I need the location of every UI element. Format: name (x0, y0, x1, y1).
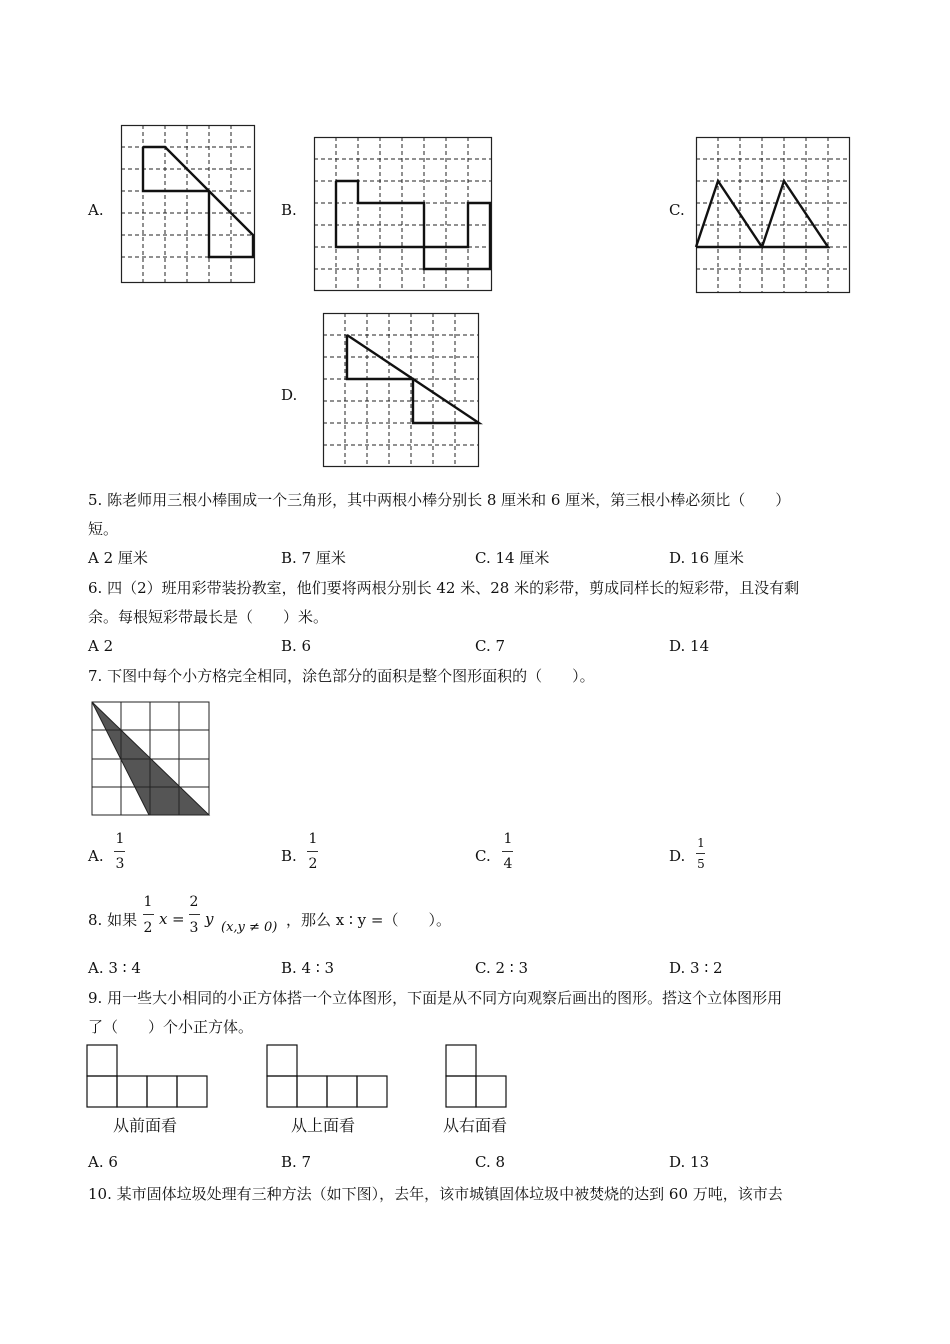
q5-text-line2: 短。 (88, 520, 119, 538)
q8-condition: (x,y ≠ 0) (221, 920, 278, 935)
q5-option-a[interactable]: A 2 厘米 (88, 549, 148, 567)
q8-var-y: y (205, 910, 214, 928)
q7-option-d-denominator: 5 (697, 857, 705, 871)
q7-option-a-numerator: 1 (115, 831, 125, 847)
q9-option-c[interactable]: C. 8 (475, 1153, 506, 1171)
q9-right-view (445, 1044, 509, 1108)
q8-frac1-numerator: 1 (143, 894, 153, 910)
q4-option-d-label[interactable]: D. (281, 386, 298, 404)
q9-caption-right: 从右面看 (443, 1116, 508, 1135)
q9-caption-front: 从前面看 (113, 1116, 178, 1135)
q7-grid-figure (91, 701, 211, 817)
q6-option-a[interactable]: A 2 (88, 637, 114, 655)
q4-option-c-label[interactable]: C. (669, 201, 685, 219)
q8-frac1-bar (143, 914, 154, 915)
q5-text-line1: 5. 陈老师用三根小棒围成一个三角形，其中两根小棒分别长 8 厘米和 6 厘米，第三根小棒必须比（ ） (88, 491, 791, 509)
q4-figure-a (121, 125, 257, 285)
q7-option-d-fraction-bar (696, 853, 705, 854)
q8-frac2-numerator: 2 (189, 894, 199, 910)
q8-prefix: 8. 如果 (88, 911, 138, 929)
q7-option-c-numerator: 1 (503, 831, 513, 847)
q9-option-d[interactable]: D. 13 (669, 1153, 710, 1171)
q4-figure-d (323, 313, 481, 469)
q9-text-line1: 9. 用一些大小相同的小正方体搭一个立体图形，下面是从不同方向观察后画出的图形。搭这个立体图形用 (88, 989, 783, 1007)
q9-text-line2: 了（ ）个小正方体。 (88, 1018, 254, 1036)
q5-option-c[interactable]: C. 14 厘米 (475, 549, 550, 567)
q8-option-d[interactable]: D. 3 ∶ 2 (669, 959, 723, 977)
q8-equals: = (172, 910, 185, 928)
q7-option-c-fraction-bar (502, 851, 513, 852)
q8-frac2-bar (189, 914, 200, 915)
q7-option-d-numerator: 1 (697, 836, 705, 850)
q9-caption-top: 从上面看 (291, 1116, 356, 1135)
q4-option-b-label[interactable]: B. (281, 201, 297, 219)
q8-var-x: x (159, 910, 168, 928)
q7-option-c-denominator: 4 (503, 856, 513, 872)
q7-option-c-label[interactable]: C. (475, 847, 491, 865)
q9-option-b[interactable]: B. 7 (281, 1153, 312, 1171)
q9-top-view (266, 1044, 390, 1108)
q6-text-line1: 6. 四（2）班用彩带装扮教室，他们要将两根分别长 42 米、28 米的彩带，剪成同样长的短彩带，且没有剩 (88, 579, 800, 597)
q7-option-b-denominator: 2 (308, 856, 318, 872)
q8-frac1-denominator: 2 (143, 920, 153, 936)
q5-option-b[interactable]: B. 7 厘米 (281, 549, 346, 567)
q6-text-line2: 余。每根短彩带最长是（ ）米。 (88, 608, 329, 626)
q8-option-b[interactable]: B. 4 ∶ 3 (281, 959, 335, 977)
q9-front-view (86, 1044, 210, 1108)
q4-figure-b (314, 137, 494, 293)
q7-option-b-fraction-bar (307, 851, 318, 852)
q6-option-c[interactable]: C. 7 (475, 637, 506, 655)
q10-text-line1: 10. 某市固体垃圾处理有三种方法（如下图），去年，该市城镇固体垃圾中被焚烧的达到 60 万吨，该市去 (88, 1185, 783, 1203)
q9-option-a[interactable]: A. 6 (88, 1153, 118, 1171)
q6-option-d[interactable]: D. 14 (669, 637, 710, 655)
q5-option-d[interactable]: D. 16 厘米 (669, 549, 744, 567)
q4-option-a-label[interactable]: A. (88, 201, 104, 219)
q8-suffix: ，那么 x ∶ y =（ ）。 (286, 911, 451, 929)
q7-option-a-label[interactable]: A. (88, 847, 104, 865)
q8-option-a[interactable]: A. 3 ∶ 4 (88, 959, 141, 977)
q7-option-b-numerator: 1 (308, 831, 318, 847)
q4-figure-c (696, 137, 852, 295)
q7-option-b-label[interactable]: B. (281, 847, 297, 865)
q8-frac2-denominator: 3 (189, 920, 199, 936)
q8-option-c[interactable]: C. 2 ∶ 3 (475, 959, 529, 977)
q6-option-b[interactable]: B. 6 (281, 637, 312, 655)
q7-option-a-fraction-bar (114, 851, 125, 852)
q7-option-a-denominator: 3 (115, 856, 125, 872)
q7-option-d-label[interactable]: D. (669, 847, 686, 865)
q7-text-line1: 7. 下图中每个小方格完全相同，涂色部分的面积是整个图形面积的（ ）。 (88, 667, 595, 685)
